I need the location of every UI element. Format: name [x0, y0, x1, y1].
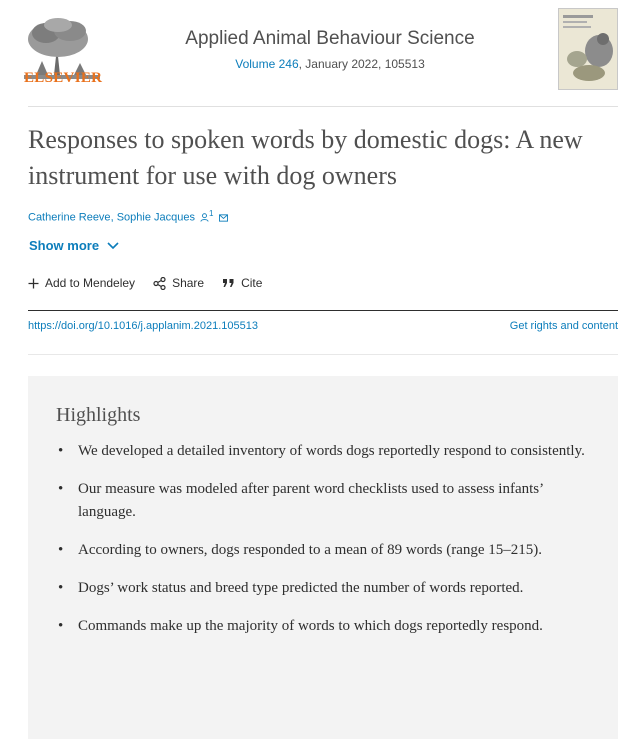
article-toolbar — [28, 276, 262, 290]
author-list: Catherine Reeve, Sophie Jacques $^1$ — [28, 209, 228, 224]
cite-label: Cite — [241, 276, 263, 290]
show-more-button[interactable] — [29, 238, 119, 253]
journal-cover-thumbnail[interactable] — [558, 8, 618, 90]
divider — [28, 106, 618, 107]
article-title: Responses to spoken words by domestic dogs: A new instrument for use with dog owners — [28, 125, 583, 190]
highlights-panel — [28, 376, 618, 739]
journal-issue-info — [120, 57, 540, 71]
share-button[interactable] — [153, 276, 204, 290]
show-more-label: Show more — [29, 238, 100, 253]
quote-icon — [222, 278, 235, 288]
doi-link[interactable]: https://doi.org/10.1016/j.applanim.2021.105513 — [28, 320, 258, 332]
person-icon[interactable] — [200, 213, 209, 222]
list-item: • We developed a detailed inventory of words dogs reportedly respond to consistently. — [56, 440, 586, 463]
volume-link[interactable]: Volume 246 — [235, 57, 299, 71]
mendeley-label: Add to Mendeley — [45, 276, 136, 290]
publisher-wordmark: ELSEVIER — [24, 70, 103, 86]
issue-date: , January 2022, 105513 — [298, 57, 425, 71]
cite-button[interactable] — [222, 276, 262, 290]
chevron-down-icon — [107, 242, 119, 250]
divider — [28, 310, 618, 311]
highlights-list — [56, 440, 586, 653]
share-label: Share — [172, 276, 205, 290]
rights-link[interactable]: Get rights and content — [509, 320, 618, 332]
email-icon[interactable] — [219, 214, 228, 222]
journal-title[interactable]: Applied Animal Behaviour Science — [185, 28, 475, 49]
article-header — [0, 0, 627, 100]
cover-art-icon — [559, 9, 617, 89]
author-link[interactable]: Sophie Jacques — [116, 211, 195, 224]
list-item: • Our measure was modeled after parent word checklists used to assess infants’ language. — [56, 478, 586, 524]
list-item: • Dogs’ work status and breed type predicted the number of words reported. — [56, 577, 586, 600]
list-item: • Commands make up the majority of words to which dogs reportedly respond. — [56, 615, 586, 638]
share-icon — [153, 277, 166, 290]
author-footnote[interactable]: 1 — [209, 209, 214, 218]
author-link[interactable]: Catherine Reeve — [28, 211, 111, 224]
list-item: • According to owners, dogs responded to a mean of 89 words (range 15–215). — [56, 539, 586, 562]
highlights-heading: Highlights — [56, 404, 141, 426]
plus-icon — [28, 278, 39, 289]
divider — [28, 354, 618, 355]
add-to-mendeley-button[interactable] — [28, 276, 135, 290]
